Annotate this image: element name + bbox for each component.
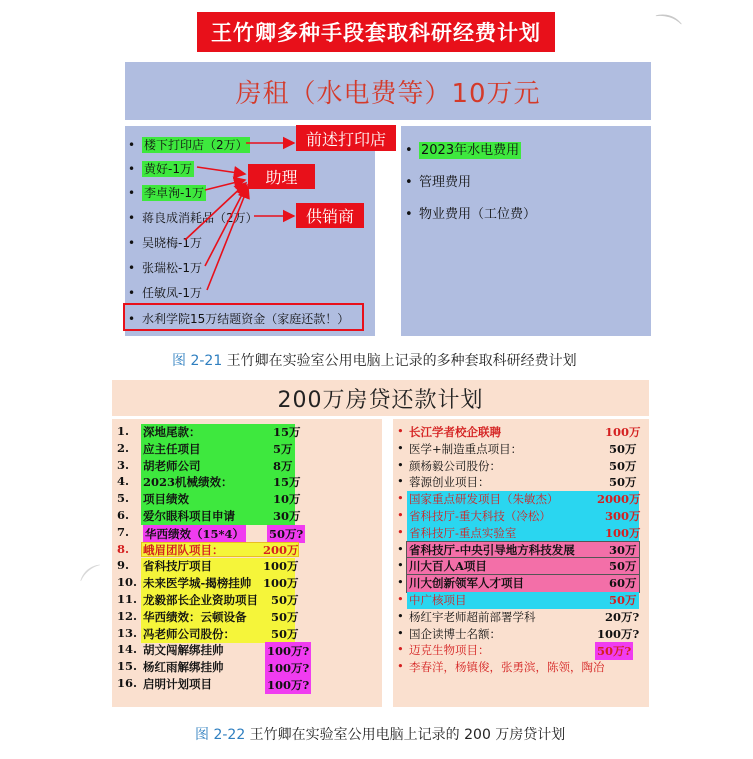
loan-row-amount: 100万 bbox=[263, 576, 299, 591]
caption-2-22 bbox=[195, 724, 565, 744]
loan-row-name: 应主任项目 bbox=[143, 441, 201, 456]
loan-row-name: 华西绩效（15*4） bbox=[145, 526, 245, 541]
rent-header: 房租（水电费等）10万元 bbox=[125, 62, 651, 120]
loan-row-name: 启明计划项目 bbox=[143, 677, 212, 691]
bullet-icon: • bbox=[405, 207, 413, 222]
loan-right-name: 迈克生物项目： bbox=[409, 643, 490, 658]
loan-right-name: 省科技厅-重大科技（冷松） bbox=[409, 509, 551, 523]
plan-title-banner: 王竹卿多种手段套取科研经费计划 bbox=[197, 12, 555, 52]
watermark-glyph: ⌒ bbox=[647, 9, 685, 50]
bullet-icon: • bbox=[397, 524, 404, 539]
loan-left-row bbox=[117, 642, 377, 658]
bullet-icon: • bbox=[128, 286, 136, 300]
loan-row-amount: 100万 bbox=[263, 559, 299, 574]
loan-right-amount: 300万 bbox=[605, 509, 641, 523]
loan-right-row bbox=[397, 491, 642, 507]
loan-right-row bbox=[397, 626, 642, 642]
loan-row-number: 13. bbox=[117, 625, 138, 640]
loan-row-amount: 50万? bbox=[269, 526, 304, 541]
loan-row-name: 深地尾款： bbox=[143, 425, 201, 439]
bullet-icon: • bbox=[128, 312, 136, 326]
loan-right-row bbox=[397, 542, 642, 558]
label-supplier: 供销商 bbox=[296, 203, 364, 228]
loan-right-amount: 100万 bbox=[605, 525, 641, 540]
loan-right-name: 杨红宇老师超前部署学科 bbox=[409, 609, 536, 624]
caption-2-22-number: 图 2-22 bbox=[195, 727, 246, 743]
caption-2-21-number: 图 2-21 bbox=[172, 353, 223, 369]
loan-right-name: 蓉源创业项目： bbox=[409, 475, 490, 490]
loan-row-name: 华西绩效：云顿设备 bbox=[143, 609, 247, 624]
loan-row-name: 项目绩效 bbox=[143, 492, 189, 507]
loan-right-amount: 50万 bbox=[609, 559, 637, 574]
loan-row-number: 9. bbox=[117, 558, 130, 573]
loan-right-amount: 60万 bbox=[609, 576, 637, 591]
right-item-text: 物业费用（工位费） bbox=[419, 207, 537, 222]
watermark-glyph-side: ⌒ bbox=[77, 560, 117, 601]
loan-row-number: 10. bbox=[117, 575, 138, 590]
loan-row-number: 16. bbox=[117, 676, 138, 690]
loan-row-number: 15. bbox=[117, 659, 138, 674]
right-item-text: 管理费用 bbox=[419, 175, 472, 190]
loan-left-row bbox=[117, 676, 377, 692]
bullet-icon: • bbox=[397, 592, 404, 606]
loan-row-number: 7. bbox=[117, 524, 130, 539]
loan-right-amount: 100万 bbox=[605, 425, 641, 439]
loan-right-row bbox=[397, 508, 642, 524]
loan-right-name: 李春洋，杨镇俊，张勇滨，陈领，陶冶 bbox=[409, 660, 605, 675]
loan-row-name: 爱尔眼科项目申请 bbox=[143, 509, 235, 523]
loan-row-amount: 50万 bbox=[271, 626, 299, 641]
loan-right-amount: 50万? bbox=[597, 644, 632, 659]
bullet-icon: • bbox=[397, 491, 404, 506]
loan-right-name: 颜杨毅公司股份： bbox=[409, 458, 501, 473]
bullet-icon: • bbox=[397, 625, 404, 640]
bullet-icon: • bbox=[397, 457, 404, 472]
loan-left-row bbox=[117, 592, 377, 608]
bullet-icon: • bbox=[397, 508, 404, 522]
loan-left-row bbox=[117, 491, 377, 507]
loan-right-amount: 50万 bbox=[609, 593, 637, 607]
left-item-text: 吴晓梅-1万 bbox=[142, 236, 202, 250]
loan-row-amount: 50万 bbox=[271, 609, 299, 624]
loan-row-number: 8. bbox=[117, 541, 130, 556]
loan-left-row bbox=[117, 626, 377, 642]
loan-row-number: 4. bbox=[117, 474, 130, 489]
loan-right-amount: 2000万 bbox=[597, 492, 641, 507]
loan-row-amount: 50万 bbox=[271, 593, 299, 607]
left-item-text: 张瑞松-1万 bbox=[142, 261, 202, 275]
loan-right-name: 川大百人A项目 bbox=[409, 559, 487, 574]
loan-left-row bbox=[117, 659, 377, 675]
bullet-icon: • bbox=[128, 162, 136, 176]
loan-row-number: 11. bbox=[117, 592, 138, 606]
loan-row-number: 3. bbox=[117, 457, 130, 472]
loan-row-number: 2. bbox=[117, 440, 130, 455]
arrow-assistant-3 bbox=[185, 183, 246, 240]
loan-row-number: 1. bbox=[117, 424, 130, 438]
loan-row-name: 峨眉团队项目： bbox=[143, 542, 224, 557]
loan-row-name: 冯老师公司股份： bbox=[143, 626, 235, 641]
loan-row-amount: 100万? bbox=[267, 644, 310, 659]
label-print-shop: 前述打印店 bbox=[296, 125, 396, 151]
loan-row-number: 6. bbox=[117, 508, 130, 522]
loan-right-amount: 50万 bbox=[609, 458, 637, 473]
loan-row-number: 12. bbox=[117, 608, 138, 623]
arrow-assistant-1 bbox=[197, 167, 245, 174]
bullet-icon: • bbox=[397, 440, 404, 455]
loan-row-amount: 8万 bbox=[273, 458, 293, 473]
loan-row-amount: 15万 bbox=[273, 425, 301, 439]
loan-right-row bbox=[397, 458, 642, 474]
loan-row-amount: 200万 bbox=[263, 542, 299, 557]
loan-row-amount: 30万 bbox=[273, 509, 301, 523]
loan-row-name: 未来医学城-揭榜挂帅 bbox=[143, 576, 252, 591]
loan-row-name: 省科技厅项目 bbox=[143, 559, 212, 574]
loan-right-name: 国企读博士名额： bbox=[409, 626, 501, 641]
loan-right-row bbox=[397, 642, 642, 658]
bullet-icon: • bbox=[405, 143, 413, 158]
loan-right-row bbox=[397, 575, 642, 591]
bullet-icon: • bbox=[397, 541, 404, 556]
bullet-icon: • bbox=[128, 186, 136, 200]
bullet-icon: • bbox=[397, 642, 404, 657]
left-item-text: 水利学院15万结题资金（家庭还款！） bbox=[142, 312, 350, 326]
bullet-icon: • bbox=[397, 575, 404, 590]
left-item-text: 李卓洵-1万 bbox=[144, 186, 204, 200]
loan-right-row bbox=[397, 424, 642, 440]
bullet-icon: • bbox=[397, 424, 404, 438]
bullet-icon: • bbox=[405, 175, 413, 190]
loan-row-amount: 15万 bbox=[273, 475, 301, 490]
loan-right-amount: 50万 bbox=[609, 475, 637, 490]
loan-left-row bbox=[117, 474, 377, 490]
loan-right-amount: 50万 bbox=[609, 441, 637, 456]
loan-left-row bbox=[117, 542, 377, 558]
loan-right-name: 国家重点研发项目（朱敏杰） bbox=[409, 492, 559, 507]
arrow-assistant-4 bbox=[205, 185, 247, 266]
left-item-text: 黄好-1万 bbox=[144, 162, 192, 176]
loan-right-name: 中广核项目 bbox=[409, 593, 467, 607]
loan-right-amount: 100万? bbox=[597, 626, 640, 641]
right-item-text: 2023年水电费用 bbox=[421, 143, 520, 158]
loan-right-row bbox=[397, 592, 642, 608]
bullet-icon: • bbox=[128, 261, 136, 275]
loan-row-amount: 100万? bbox=[267, 678, 310, 692]
loan-right-amount: 20万? bbox=[605, 609, 640, 624]
loan-row-name: 2023机械绩效： bbox=[143, 475, 233, 490]
loan-row-number: 5. bbox=[117, 491, 130, 506]
loan-left-row bbox=[117, 458, 377, 474]
loan-right-row bbox=[397, 441, 642, 457]
loan-right-name: 省科技厅-重点实验室 bbox=[409, 525, 517, 540]
caption-2-21-text: 王竹卿在实验室公用电脑上记录的多种套取科研经费计划 bbox=[222, 353, 577, 369]
bullet-icon: • bbox=[397, 474, 404, 489]
bullet-icon: • bbox=[397, 558, 404, 573]
loan-row-name: 胡老师公司 bbox=[143, 458, 201, 473]
bullet-icon: • bbox=[128, 138, 136, 152]
loan-right-row bbox=[397, 474, 642, 490]
bullet-icon: • bbox=[128, 236, 136, 250]
loan-right-row bbox=[397, 659, 642, 675]
loan-left-row bbox=[117, 525, 377, 541]
loan-left-row bbox=[117, 441, 377, 457]
caption-2-21 bbox=[172, 350, 577, 370]
loan-row-amount: 100万? bbox=[267, 661, 310, 676]
loan-left-row bbox=[117, 575, 377, 591]
loan-left-row bbox=[117, 558, 377, 574]
left-item-text: 蒋良成消耗品（2万） bbox=[142, 211, 258, 225]
loan-left-row bbox=[117, 424, 377, 440]
label-assistant: 助理 bbox=[248, 164, 315, 189]
loan-right-row bbox=[397, 609, 642, 625]
loan-right-row bbox=[397, 558, 642, 574]
loan-row-number: 14. bbox=[117, 642, 138, 657]
loan-row-amount: 5万 bbox=[273, 441, 293, 456]
loan-row-amount: 10万 bbox=[273, 492, 301, 507]
loan-row-name: 胡文闯解绑挂帅 bbox=[143, 643, 224, 658]
loan-right-name: 医学+制造重点项目： bbox=[409, 441, 523, 456]
left-item-text: 任敏凤-1万 bbox=[142, 286, 202, 300]
left-item-text: 楼下打印店（2万） bbox=[144, 138, 248, 152]
loan-plan-title: 200万房贷还款计划 bbox=[112, 380, 649, 416]
loan-row-name: 龙毅部长企业资助项目 bbox=[143, 593, 258, 607]
bullet-icon: • bbox=[397, 659, 404, 674]
loan-row-name: 杨红雨解绑挂帅 bbox=[143, 660, 224, 675]
loan-right-name: 省科技厅-中央引导地方科技发展 bbox=[409, 542, 575, 557]
caption-2-22-text: 王竹卿在实验室公用电脑上记录的 200 万房贷计划 bbox=[245, 727, 566, 743]
loan-left-row bbox=[117, 609, 377, 625]
bullet-icon: • bbox=[128, 211, 136, 225]
loan-right-amount: 30万 bbox=[609, 542, 637, 557]
bullet-icon: • bbox=[397, 608, 404, 623]
loan-left-row bbox=[117, 508, 377, 524]
annotation-arrows bbox=[0, 0, 753, 340]
arrow-assistant-5 bbox=[207, 187, 248, 290]
loan-right-name: 长江学者校企联聘 bbox=[409, 425, 501, 439]
loan-right-name: 川大创新领军人才项目 bbox=[409, 576, 524, 591]
loan-right-row bbox=[397, 525, 642, 541]
